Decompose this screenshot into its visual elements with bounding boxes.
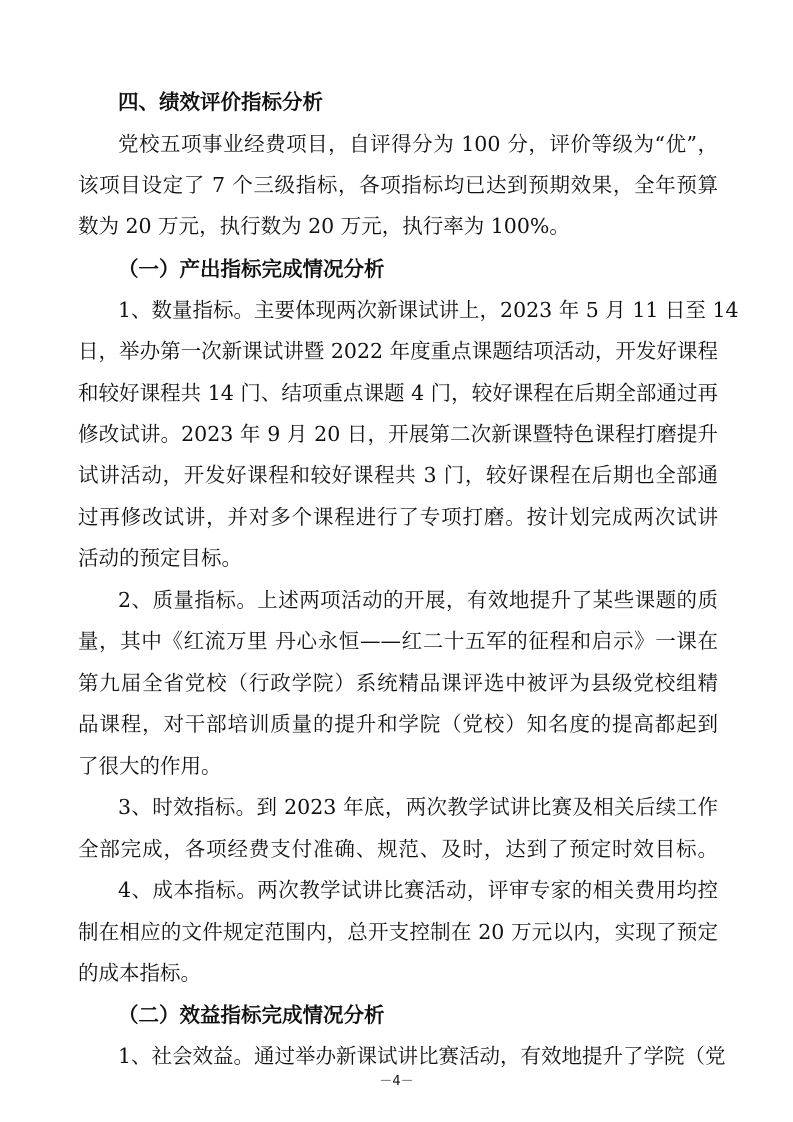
subsection-heading: （二）效益指标完成情况分析 (118, 1003, 385, 1027)
paragraph-line: 第九届全省党校（行政学院）系统精品课评选中被评为县级党校组精 (78, 671, 718, 695)
paragraph-line: 4、成本指标。两次教学试讲比赛活动，评审专家的相关费用均控 (118, 878, 718, 902)
paragraph-line: 和较好课程共 14 门、结项重点课题 4 门，较好课程在后期全部通过再 (78, 381, 718, 405)
paragraph-line: 2、质量指标。上述两项活动的开展，有效地提升了某些课题的质 (118, 588, 718, 612)
paragraph-line: 活动的预定目标。 (78, 546, 242, 570)
paragraph-line: 量，其中《红流万里 丹心永恒——红二十五军的征程和启示》一课在 (78, 629, 718, 653)
paragraph-line: 品课程，对干部培训质量的提升和学院（党校）知名度的提高都起到 (78, 712, 718, 736)
paragraph-line: 该项目设定了 7 个三级指标，各项指标均已达到预期效果，全年预算 (78, 173, 718, 197)
paragraph-line: 党校五项事业经费项目，自评得分为 100 分，评价等级为“优”， (118, 132, 718, 156)
page-number: －4－ (379, 1074, 414, 1089)
paragraph-line: 全部完成，各项经费支付准确、规范、及时，达到了预定时效目标。 (78, 837, 718, 861)
paragraph-line: 了很大的作用。 (78, 754, 222, 778)
paragraph-line: 制在相应的文件规定范围内，总开支控制在 20 万元以内，实现了预定 (78, 920, 718, 944)
paragraph-line: 过再修改试讲，并对多个课程进行了专项打磨。按计划完成两次试讲 (78, 505, 718, 529)
paragraph-line: 1、数量指标。主要体现两次新课试讲上，2023 年 5 月 11 日至 14 (118, 298, 739, 322)
paragraph-line: 试讲活动，开发好课程和较好课程共 3 门，较好课程在后期也全部通 (78, 463, 718, 487)
subsection-heading: （一）产出指标完成情况分析 (118, 257, 385, 281)
section-heading: 四、绩效评价指标分析 (118, 90, 323, 114)
paragraph-line: 修改试讲。2023 年 9 月 20 日，开展第二次新课暨特色课程打磨提升 (78, 422, 718, 446)
paragraph-line: 数为 20 万元，执行数为 20 万元，执行率为 100%。 (78, 214, 570, 238)
paragraph-line: 3、时效指标。到 2023 年底，两次教学试讲比赛及相关后续工作 (118, 795, 718, 819)
paragraph-line: 1、社会效益。通过举办新课试讲比赛活动，有效地提升了学院（党 (118, 1044, 726, 1068)
paragraph-line: 的成本指标。 (78, 961, 201, 985)
paragraph-line: 日，举办第一次新课试讲暨 2022 年度重点课题结项活动，开发好课程 (78, 339, 718, 363)
